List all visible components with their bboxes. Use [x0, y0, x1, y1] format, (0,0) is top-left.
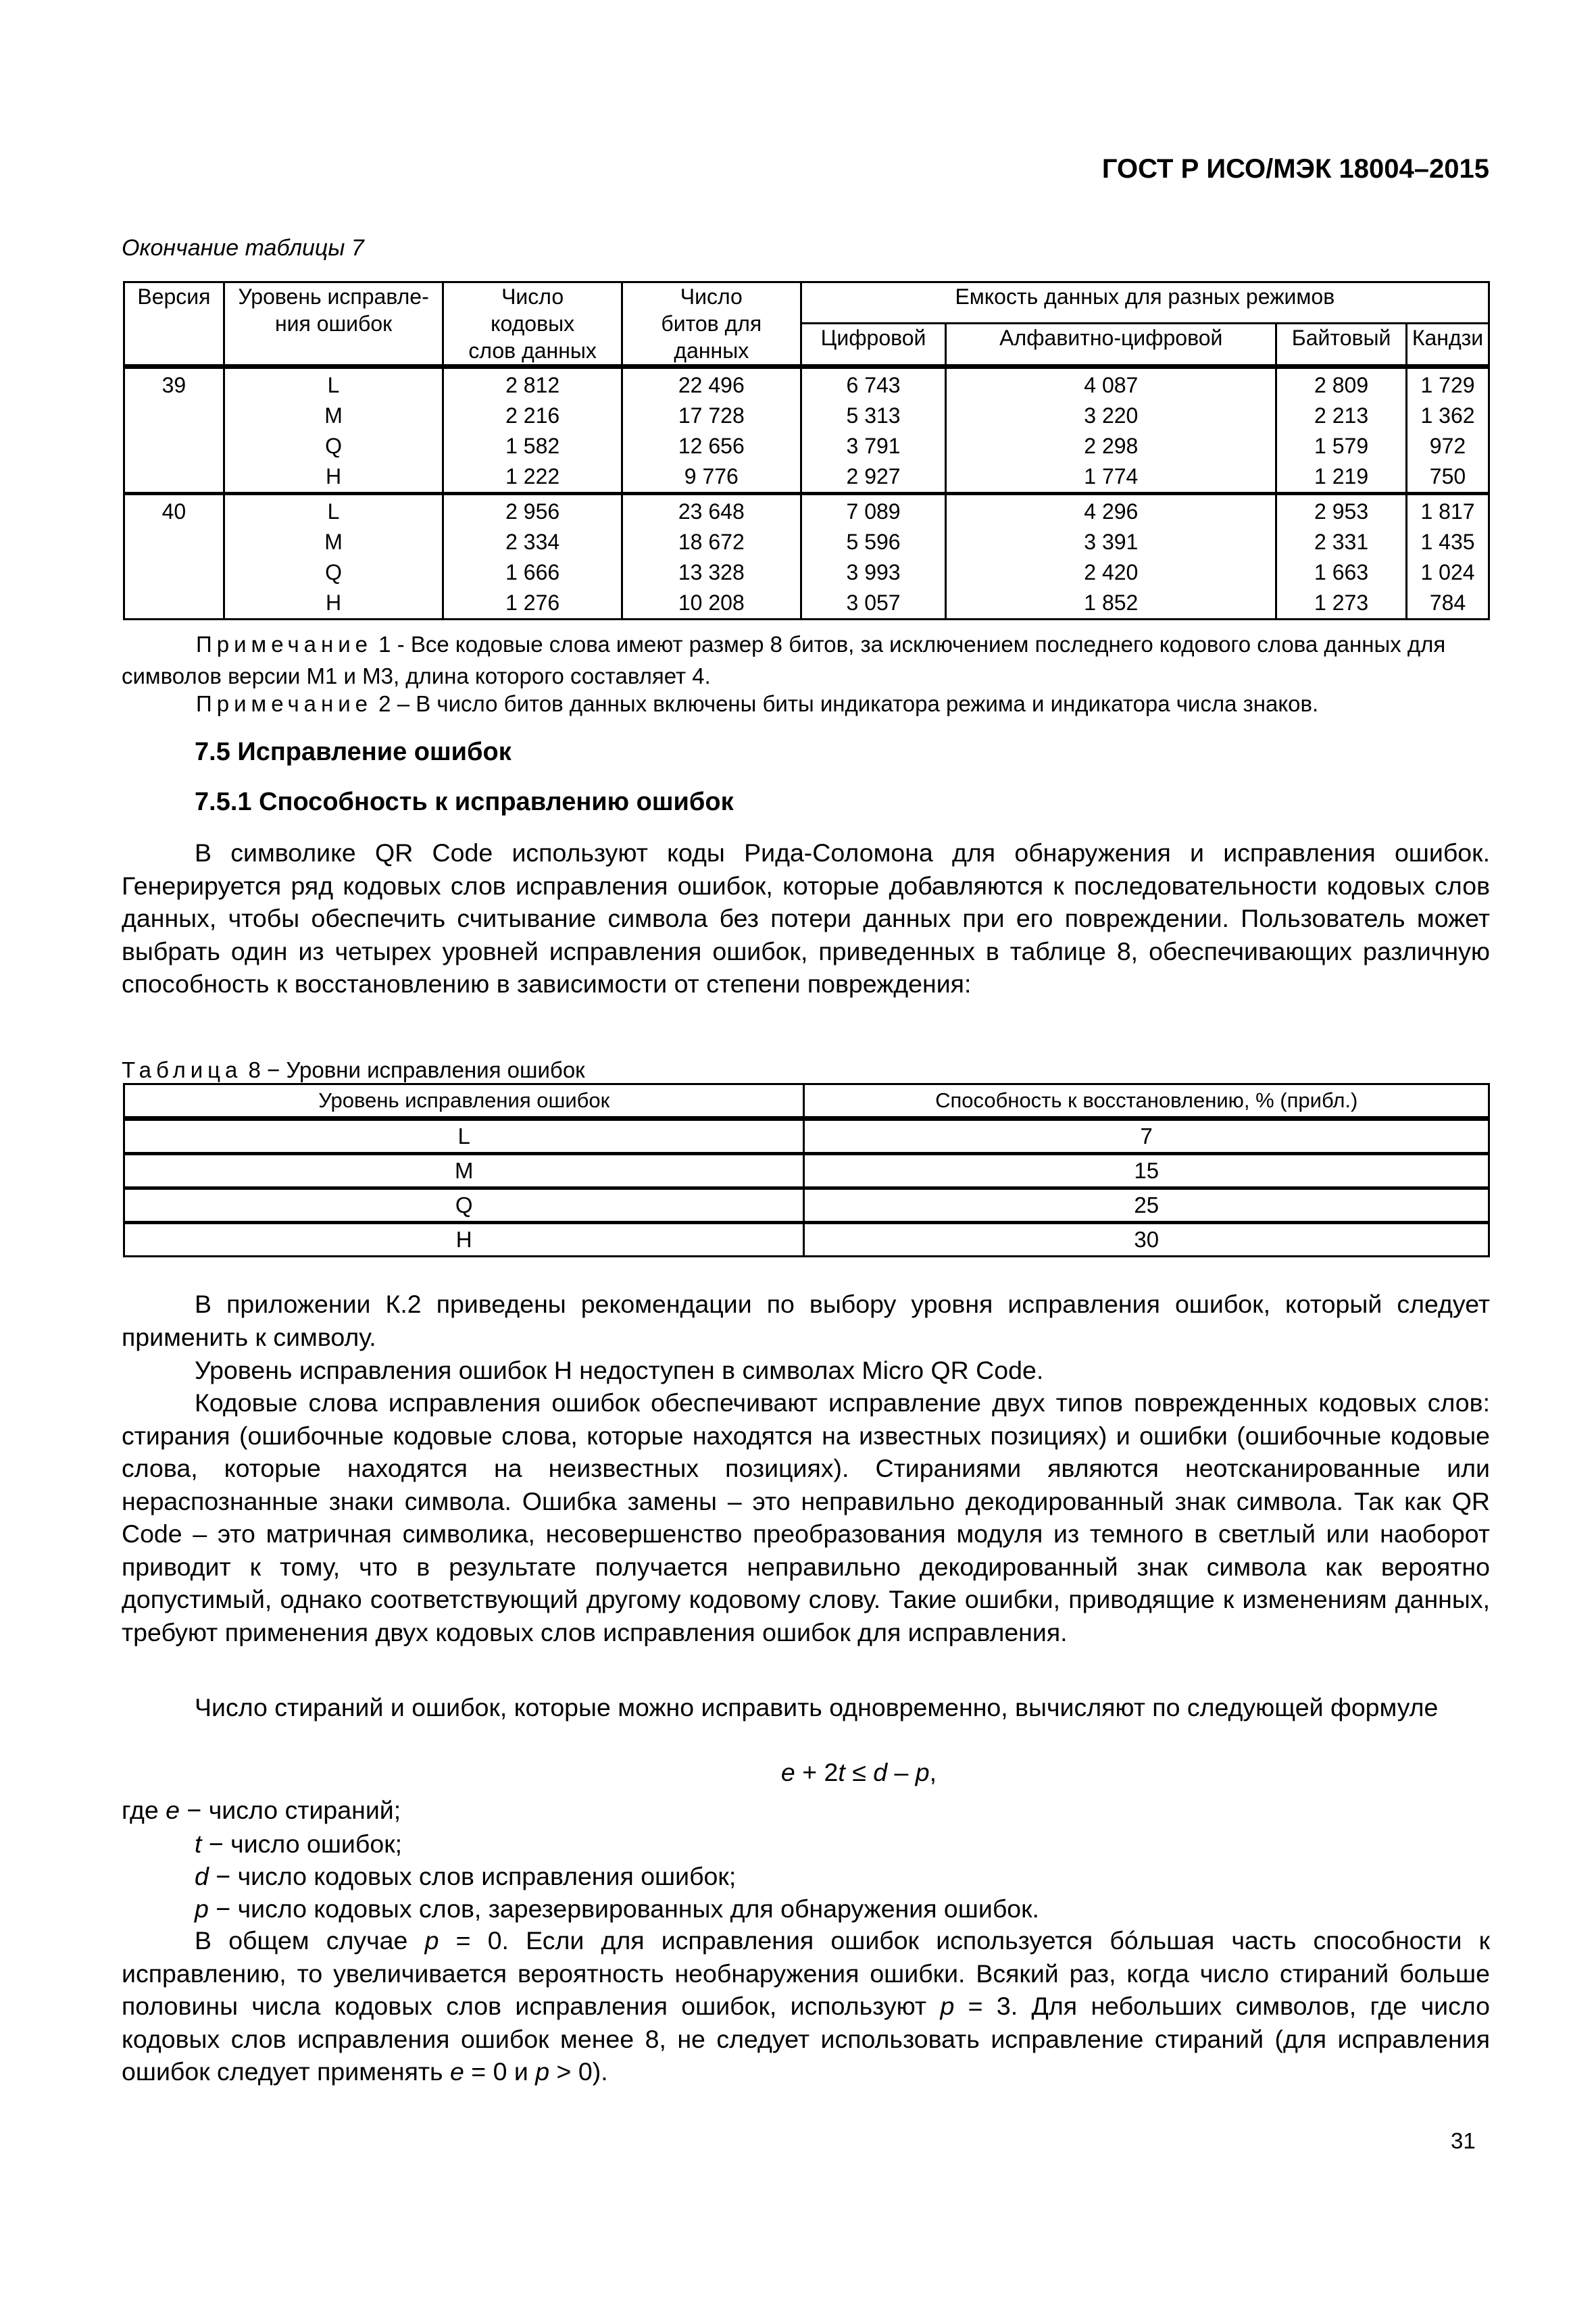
table-8 — [123, 1083, 1490, 1257]
col-byte: Байтовый — [1276, 324, 1407, 367]
paragraph-general-case: В общем случае p = 0. Если для исправления ошибок используется бóльшая часть способности к исправлению, то увеличивается вероятность необнаружения ошибки. Всякий раз, когда число стираний больше половины числа кодовых слов исправления ошибок, используют p = 3. Для небольших символов, где число кодовых слов исправления ошибок менее 8, не следует использовать исправление стираний (для исправления ошибок следует применять e = 0 и p > 0). — [122, 1926, 1490, 2086]
table-row: H 30 — [124, 1223, 1489, 1257]
cell-version: 40 — [124, 494, 224, 620]
table-row-group-40: 40 L M Q H 2 956 2 334 1 666 1 276 23 648 18 672 13 328 10 208 7 089 5 596 3 993 3 057 4 296 3 391 2 420 1 852 2 953 2 331 1 663 1 273 1 817 1 435 1 024 784 — [124, 494, 1489, 620]
paragraph-annex-k2: В приложении К.2 приведены рекомендации по выбору уровня исправления ошибок, который следует применить к символу. — [122, 1290, 1490, 1351]
definition-t: t − число ошибок; — [195, 1830, 403, 1858]
paragraph-erasures: Кодовые слова исправления ошибок обеспечивают исправление двух типов поврежденных кодовых слов: стирания (ошибочные кодовые слова, которые находятся на известных позициях) и ошибки (ошибочные кодовые слова, которые находятся на неизвестных позициях). Стираниями являются неотсканированные или нераспознанные знаки символа. Ошибка замены – это неправильно декодированный знак символа. Так как QR Code – это матричная символика, несовершенство преобразования модуля из темного в светлый или наоборот приводит к тому, что в результате получается неправильно декодированный знак символа как вероятно допустимый, однако соответствующий другому кодовому слову. Такие ошибки, приводящие к изменениям данных, требуют применения двух кодовых слов исправления ошибок для исправления. — [122, 1388, 1490, 1646]
definition-p: p − число кодовых слов, зарезервированных для обнаружения ошибок. — [195, 1894, 1039, 1923]
col-level: Уровень исправления ошибок — [124, 1084, 804, 1119]
table7-note-1: Примечание 1 - Все кодовые слова имеют размер 8 битов, за исключением последнего кодового слова данных для символов версии M1 и M3, длина которого составляет 4. — [122, 632, 1446, 688]
definition-d: d − число кодовых слов исправления ошибок; — [195, 1862, 737, 1890]
cell-version: 39 — [124, 367, 224, 494]
col-codewords: Число кодовых слов данных — [443, 282, 622, 367]
col-version: Версия — [124, 282, 224, 367]
table7-note-2: Примечание 2 – В число битов данных включены биты индикатора режима и индикатора числа знаков. — [196, 691, 1319, 716]
table-row: M 15 — [124, 1154, 1489, 1188]
page-number: 31 — [1451, 2128, 1476, 2153]
col-level: Уровень исправле-ния ошибок — [224, 282, 443, 367]
col-recovery: Способность к восстановлению, % (прибл.) — [804, 1084, 1489, 1119]
paragraph-micro-qr: Уровень исправления ошибок H недоступен в символах Micro QR Code. — [195, 1356, 1044, 1384]
intro-paragraph: В символике QR Code используют коды Рида-Соломона для обнаружения и исправления ошибок. Генерируется ряд кодовых слов исправления ошибок, которые добавляются к последовательности кодовых слов данных, чтобы обеспечить считывание символа без потери данных при его повреждении. Пользователь может выбрать один из четырех уровней исправления ошибок, приведенных в таблице 8, обеспечивающих различную способность к восстановлению в зависимости от степени повреждения: — [122, 838, 1490, 998]
standard-header: ГОСТ Р ИСО/МЭК 18004–2015 — [1101, 154, 1489, 184]
subsection-heading: 7.5.1 Способность к исправлению ошибок — [195, 788, 734, 816]
table-row: L 7 — [124, 1119, 1489, 1154]
col-bits: Число битов для данных — [622, 282, 801, 367]
col-kanji: Кандзи — [1406, 324, 1489, 367]
col-numeric: Цифровой — [801, 324, 946, 367]
formula: e + 2t ≤ d – p, — [780, 1758, 937, 1786]
paragraph-formula-intro: Число стираний и ошибок, которые можно исправить одновременно, вычисляют по следующей формуле — [195, 1693, 1439, 1721]
table-row: Q 25 — [124, 1188, 1489, 1223]
definition-e: где e − число стираний; — [122, 1796, 401, 1824]
col-capacity-group: Емкость данных для разных режимов — [801, 282, 1489, 324]
table8-caption: Таблица 8 − Уровни исправления ошибок — [122, 1057, 585, 1082]
table7-continuation-caption: Окончание таблицы 7 — [122, 235, 364, 261]
section-heading: 7.5 Исправление ошибок — [195, 738, 512, 766]
table-7 — [123, 281, 1490, 620]
table-row-group-39: 39 L M Q H 2 812 2 216 1 582 1 222 22 496 17 728 12 656 9 776 6 743 5 313 3 791 2 927 4 087 3 220 2 298 1 774 2 809 2 213 1 579 1 219 1 729 1 362 972 750 — [124, 367, 1489, 494]
col-alphanumeric: Алфавитно-цифровой — [946, 324, 1276, 367]
